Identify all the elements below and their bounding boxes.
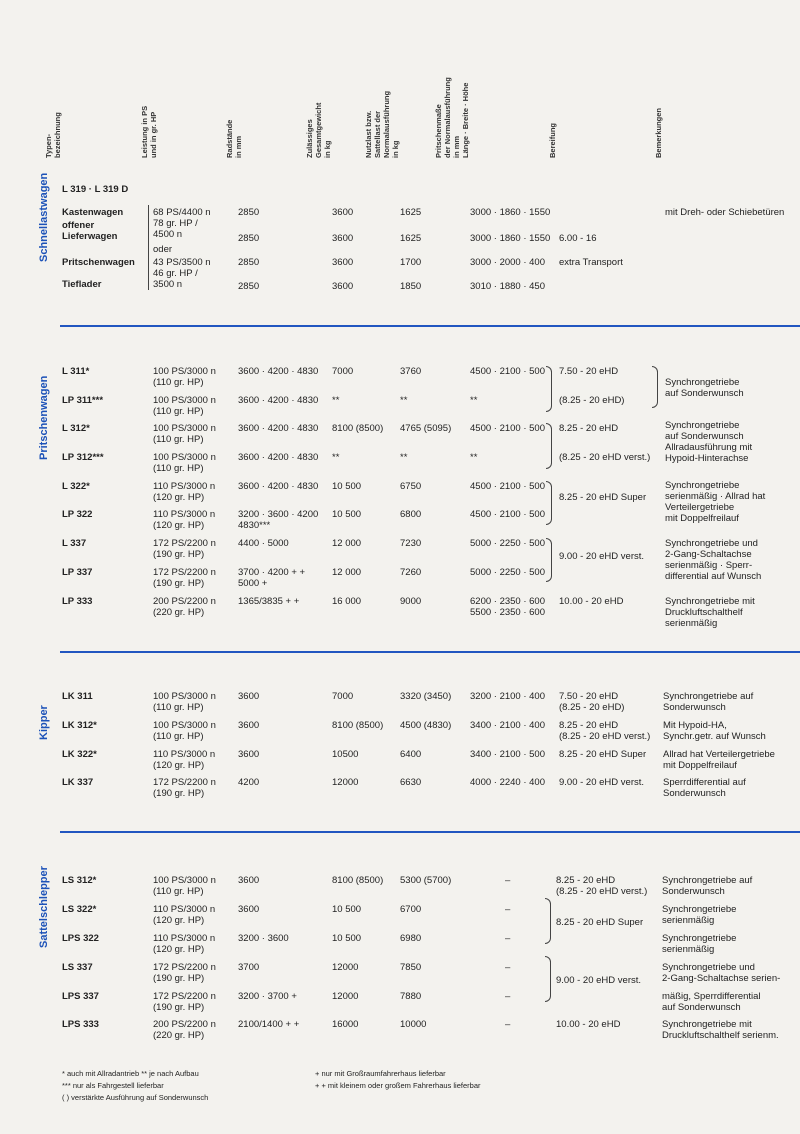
section-divider	[60, 651, 800, 653]
remark-text: 2-Gang-Schaltachse serien-	[662, 973, 781, 984]
wheelbase-value: 4400 · 5000	[238, 538, 289, 549]
wheelbase-value: 4200	[238, 777, 260, 788]
remark-text: Synchr.getr. auf Wunsch	[663, 731, 766, 742]
remark-text: Allradausführung mit	[665, 442, 753, 453]
power-value: 46 gr. HP /	[153, 268, 198, 279]
brace	[652, 366, 658, 408]
remark-text: Sonderwunsch	[663, 702, 726, 713]
gross-weight-value: 8100 (8500)	[332, 720, 384, 731]
gross-weight-value: 3600	[332, 257, 354, 268]
header-wheelbase: Radstände in mm	[225, 119, 243, 158]
type-name: Kastenwagen	[62, 207, 124, 218]
gross-weight-value: 10 500	[332, 904, 362, 915]
power-value: (120 gr. HP)	[153, 944, 205, 955]
type-name: LP 312***	[62, 452, 104, 463]
payload-value: 6700	[400, 904, 422, 915]
remark-text: Hypoid-Hinterachse	[665, 453, 749, 464]
power-value: (220 gr. HP)	[153, 1030, 205, 1041]
dimensions-value: –	[505, 904, 511, 915]
type-name: LPS 337	[62, 991, 99, 1002]
tire-value: (8.25 - 20 eHD verst.)	[559, 731, 651, 742]
remark-text: Verteilergetriebe	[665, 502, 735, 513]
wheelbase-value: 4830***	[238, 520, 271, 531]
power-value: oder	[153, 244, 173, 255]
dimensions-value: 5000 · 2250 · 500	[470, 538, 546, 549]
footnote: + nur mit Großraumfahrerhaus lieferbar	[315, 1069, 446, 1078]
payload-value: 7850	[400, 962, 422, 973]
tire-value: 9.00 - 20 eHD verst.	[559, 551, 645, 562]
header-gross-weight: Zulässiges Gesamtgewicht in kg	[305, 102, 332, 158]
power-value: 78 gr. HP /	[153, 218, 198, 229]
brace	[545, 898, 551, 944]
wheelbase-value: 1365/3835 + +	[238, 596, 300, 607]
wheelbase-value: 2850	[238, 281, 260, 292]
remark-text: Synchrongetriebe mit	[665, 596, 755, 607]
power-value: 172 PS/2200 n	[153, 567, 216, 578]
gross-weight-value: 12000	[332, 962, 359, 973]
type-name: LK 311	[62, 691, 93, 702]
wheelbase-value: 3600 · 4200 · 4830	[238, 452, 319, 463]
gross-weight-value: 7000	[332, 366, 354, 377]
tire-value: 7.50 - 20 eHD	[559, 691, 619, 702]
tire-value: 10.00 - 20 eHD	[556, 1019, 621, 1030]
header-tires: Bereifung	[548, 122, 557, 158]
remark-text: Synchrongetriebe und	[665, 538, 758, 549]
power-value: 110 PS/3000 n	[153, 509, 216, 520]
power-value: 100 PS/3000 n	[153, 720, 216, 731]
type-name: LK 322*	[62, 749, 97, 760]
gross-weight-value: 12 000	[332, 538, 362, 549]
gross-weight-value: 16000	[332, 1019, 359, 1030]
section-divider	[60, 831, 800, 833]
payload-value: 1625	[400, 233, 422, 244]
wheelbase-value: 2850	[238, 257, 260, 268]
payload-value: 5300 (5700)	[400, 875, 452, 886]
power-value: 100 PS/3000 n	[153, 452, 216, 463]
dimensions-value: –	[505, 1019, 511, 1030]
type-name: LK 312*	[62, 720, 97, 731]
power-value: 4500 n	[153, 229, 183, 240]
power-value: 100 PS/3000 n	[153, 395, 216, 406]
power-value: (110 gr. HP)	[153, 406, 204, 417]
power-value: (120 gr. HP)	[153, 915, 205, 926]
dimensions-value: 3200 · 2100 · 400	[470, 691, 546, 702]
dimensions-value: **	[470, 452, 478, 463]
dimensions-value: –	[505, 991, 511, 1002]
footnote: * auch mit Allradantrieb ** je nach Aufbau	[62, 1069, 199, 1078]
dimensions-value: 5500 · 2350 · 600	[470, 607, 546, 618]
wheelbase-value: 2100/1400 + +	[238, 1019, 300, 1030]
remark-text: serienmäßig · Sperr-	[665, 560, 753, 571]
tire-value: 9.00 - 20 eHD verst.	[556, 975, 642, 986]
power-value: (110 gr. HP)	[153, 702, 204, 713]
power-value: 200 PS/2200 n	[153, 1019, 216, 1030]
gross-weight-value: 3600	[332, 281, 354, 292]
remark-text: auf Sonderwunsch	[665, 388, 744, 399]
remark-text: 2-Gang-Schaltachse	[665, 549, 752, 560]
dimensions-value: 3000 · 1860 · 1550	[470, 233, 551, 244]
tire-value: 8.25 - 20 eHD	[559, 423, 619, 434]
power-value: (110 gr. HP)	[153, 731, 204, 742]
wheelbase-value: 2850	[238, 207, 260, 218]
dimensions-value: 3010 · 1880 · 450	[470, 281, 546, 292]
remark-text: auf Sonderwunsch	[662, 1002, 741, 1013]
wheelbase-value: 3700 · 4200 + +	[238, 567, 306, 578]
type-name: Lieferwagen	[62, 231, 118, 242]
remark-text: mit Doppelfreilauf	[663, 760, 737, 771]
wheelbase-value: 3200 · 3700 +	[238, 991, 297, 1002]
payload-value: 1850	[400, 281, 422, 292]
gross-weight-value: 10 500	[332, 509, 362, 520]
tire-value: 8.25 - 20 eHD Super	[556, 917, 644, 928]
dimensions-value: 4000 · 2240 · 400	[470, 777, 546, 788]
gross-weight-value: 3600	[332, 207, 354, 218]
section-label-pritschenwagen: Pritschenwagen	[38, 375, 50, 460]
gross-weight-value: 3600	[332, 233, 354, 244]
remark-text: Synchrongetriebe auf	[663, 691, 754, 702]
footnote: + + mit kleinem oder großem Fahrerhaus lieferbar	[315, 1081, 481, 1090]
power-value: 110 PS/3000 n	[153, 933, 216, 944]
payload-value: 10000	[400, 1019, 427, 1030]
power-value: (120 gr. HP)	[153, 760, 205, 771]
header-payload: Nutzlast bzw. Sattellast der Normalausführung in kg	[364, 90, 400, 158]
power-value: (190 gr. HP)	[153, 578, 205, 589]
type-name: LS 337	[62, 962, 93, 973]
wheelbase-value: 3700	[238, 962, 260, 973]
dimensions-value: 4500 · 2100 · 500	[470, 481, 546, 492]
remark-text: serienmäßig · Allrad hat	[665, 491, 766, 502]
type-name: L 312*	[62, 423, 90, 434]
brace	[545, 956, 551, 1002]
remark-text: Druckluftschalthelf serienm.	[662, 1030, 779, 1041]
section-label-sattelschlepper: Sattelschlepper	[38, 866, 50, 948]
brace	[546, 423, 552, 469]
gross-weight-value: 10 500	[332, 481, 362, 492]
wheelbase-value: 3600	[238, 749, 260, 760]
power-value: 100 PS/3000 n	[153, 366, 216, 377]
gross-weight-value: 7000	[332, 691, 354, 702]
type-name: L 337	[62, 538, 87, 549]
remark-text: serienmäßig	[662, 915, 715, 926]
type-name: Tieflader	[62, 279, 102, 290]
power-value: 172 PS/2200 n	[153, 991, 216, 1002]
header-remarks: Bemerkungen	[654, 107, 663, 158]
wheelbase-value: 3600	[238, 720, 260, 731]
type-name: offener	[62, 220, 95, 231]
tire-value: 8.25 - 20 eHD Super	[559, 749, 647, 760]
remark-text: Synchrongetriebe	[662, 933, 737, 944]
power-value: 172 PS/2200 n	[153, 538, 216, 549]
remark-text: Synchrongetriebe	[662, 904, 737, 915]
remark-text: differential auf Wunsch	[665, 571, 762, 582]
power-value: 3500 n	[153, 279, 183, 290]
section-divider	[60, 325, 800, 327]
power-value: 100 PS/3000 n	[153, 875, 216, 886]
section-label-kipper: Kipper	[38, 705, 50, 740]
payload-value: 6800	[400, 509, 422, 520]
brace	[546, 481, 552, 525]
wheelbase-value: 3600	[238, 875, 260, 886]
gross-weight-value: 12000	[332, 991, 359, 1002]
power-value: (120 gr. HP)	[153, 492, 205, 503]
gross-weight-value: 8100 (8500)	[332, 423, 384, 434]
type-name: L 322*	[62, 481, 90, 492]
power-value: (190 gr. HP)	[153, 549, 205, 560]
tire-value: 7.50 - 20 eHD	[559, 366, 619, 377]
footnote: *** nur als Fahrgestell lieferbar	[62, 1081, 164, 1090]
payload-value: 3760	[400, 366, 422, 377]
remark-text: Mit Hypoid-HA,	[663, 720, 727, 731]
wheelbase-value: 3600 · 4200 · 4830	[238, 366, 319, 377]
type-name: LP 333	[62, 596, 93, 607]
dimensions-value: –	[505, 875, 511, 886]
type-name: LK 337	[62, 777, 94, 788]
gross-weight-value: 10 500	[332, 933, 362, 944]
payload-value: 7260	[400, 567, 422, 578]
dimensions-value: 3400 · 2100 · 400	[470, 720, 546, 731]
wheelbase-value: 3200 · 3600 · 4200	[238, 509, 319, 520]
dimensions-value: –	[505, 962, 511, 973]
wheelbase-value: 3600 · 4200 · 4830	[238, 395, 319, 406]
dimensions-value: 4500 · 2100 · 500	[470, 366, 546, 377]
dimensions-value: –	[505, 933, 511, 944]
type-name: LP 337	[62, 567, 93, 578]
power-value: (190 gr. HP)	[153, 788, 205, 799]
remark-text: Allrad hat Verteilergetriebe	[663, 749, 775, 760]
remark-text: Sonderwunsch	[663, 788, 726, 799]
payload-value: 9000	[400, 596, 422, 607]
power-value: 172 PS/2200 n	[153, 962, 216, 973]
tire-value: (8.25 - 20 eHD)	[559, 395, 625, 406]
dimensions-value: 4500 · 2100 · 500	[470, 509, 546, 520]
payload-value: 6630	[400, 777, 422, 788]
type-name: LP 311***	[62, 395, 104, 406]
remark-text: Druckluftschalthelf	[665, 607, 743, 618]
payload-value: 7230	[400, 538, 422, 549]
header-type: Typen- bezeichnung	[44, 112, 62, 158]
remark-text: Sperrdifferential auf	[663, 777, 746, 788]
wheelbase-value: 3200 · 3600	[238, 933, 289, 944]
payload-value: 6980	[400, 933, 422, 944]
header-power: Leistung in PS und in gr. HP	[140, 105, 158, 158]
tire-value: (8.25 - 20 eHD verst.)	[559, 452, 651, 463]
type-name: LPS 322	[62, 933, 99, 944]
tire-value: 10.00 - 20 eHD	[559, 596, 624, 607]
type-name: LS 312*	[62, 875, 97, 886]
dimensions-value: 6200 · 2350 · 600	[470, 596, 546, 607]
power-value: (190 gr. HP)	[153, 973, 205, 984]
wheelbase-value: 3600 · 4200 · 4830	[238, 481, 319, 492]
type-name: LPS 333	[62, 1019, 99, 1030]
power-value: (120 gr. HP)	[153, 520, 205, 531]
brace	[546, 366, 552, 412]
dimensions-value: 3000 · 2000 · 400	[470, 257, 546, 268]
payload-value: **	[400, 395, 408, 406]
brace-line	[148, 205, 149, 290]
payload-value: 7880	[400, 991, 422, 1002]
payload-value: 6750	[400, 481, 422, 492]
remark-text: auf Sonderwunsch	[665, 431, 744, 442]
remark-text: Synchrongetriebe	[665, 480, 740, 491]
dimensions-value: 5000 · 2250 · 500	[470, 567, 546, 578]
tire-value: extra Transport	[559, 257, 623, 268]
type-name: L 311*	[62, 366, 90, 377]
tire-value: 8.25 - 20 eHD	[559, 720, 619, 731]
power-value: 100 PS/3000 n	[153, 423, 216, 434]
gross-weight-value: **	[332, 395, 340, 406]
wheelbase-value: 3600 · 4200 · 4830	[238, 423, 319, 434]
payload-value: 1700	[400, 257, 422, 268]
remark-text: mit Dreh- oder Schiebetüren	[665, 207, 785, 218]
power-value: (110 gr. HP)	[153, 463, 204, 474]
power-value: (220 gr. HP)	[153, 607, 205, 618]
tire-value: 8.25 - 20 eHD Super	[559, 492, 647, 503]
power-value: (190 gr. HP)	[153, 1002, 205, 1013]
tire-value: 6.00 - 16	[559, 233, 597, 244]
wheelbase-value: 3600	[238, 691, 260, 702]
remark-text: Synchrongetriebe auf	[662, 875, 753, 886]
remark-text: Sonderwunsch	[662, 886, 725, 897]
dimensions-value: **	[470, 395, 478, 406]
type-name: LS 322*	[62, 904, 97, 915]
gross-weight-value: 16 000	[332, 596, 362, 607]
power-value: 110 PS/3000 n	[153, 481, 216, 492]
section-label-schnellastwagen: Schnellastwagen	[38, 172, 50, 262]
remark-text: Synchrongetriebe	[665, 420, 740, 431]
gross-weight-value: 12 000	[332, 567, 362, 578]
tire-value: 8.25 - 20 eHD	[556, 875, 616, 886]
remark-text: mäßig, Sperrdifferential	[662, 991, 761, 1002]
remark-text: Synchrongetriebe mit	[662, 1019, 752, 1030]
dimensions-value: 4500 · 2100 · 500	[470, 423, 546, 434]
remark-text: serienmäßig	[665, 618, 718, 629]
wheelbase-value: 3600	[238, 904, 260, 915]
gross-weight-value: 12000	[332, 777, 359, 788]
gross-weight-value: 8100 (8500)	[332, 875, 384, 886]
power-value: 68 PS/4400 n	[153, 207, 211, 218]
power-value: 200 PS/2200 n	[153, 596, 216, 607]
remark-text: serienmäßig	[662, 944, 715, 955]
type-name: Pritschenwagen	[62, 257, 135, 268]
payload-value: 6400	[400, 749, 422, 760]
payload-value: 3320 (3450)	[400, 691, 452, 702]
power-value: (110 gr. HP)	[153, 434, 204, 445]
remark-text: Synchrongetriebe	[665, 377, 740, 388]
payload-value: 4765 (5095)	[400, 423, 452, 434]
type-name: LP 322	[62, 509, 93, 520]
footnote: ( ) verstärkte Ausführung auf Sonderwunsch	[62, 1093, 209, 1102]
header-dimensions: Pritschenmaße der Normalausführung in mm Länge · Breite · Höhe	[434, 77, 470, 158]
model-title: L 319 · L 319 D	[62, 184, 129, 195]
remark-text: Synchrongetriebe und	[662, 962, 755, 973]
gross-weight-value: 10500	[332, 749, 359, 760]
dimensions-value: 3400 · 2100 · 500	[470, 749, 546, 760]
dimensions-value: 3000 · 1860 · 1550	[470, 207, 551, 218]
wheelbase-value: 5000 +	[238, 578, 268, 589]
payload-value: 4500 (4830)	[400, 720, 452, 731]
power-value: (110 gr. HP)	[153, 886, 204, 897]
tire-value: (8.25 - 20 eHD)	[559, 702, 625, 713]
power-value: 100 PS/3000 n	[153, 691, 216, 702]
gross-weight-value: **	[332, 452, 340, 463]
tire-value: (8.25 - 20 eHD verst.)	[556, 886, 648, 897]
payload-value: 1625	[400, 207, 422, 218]
power-value: 110 PS/3000 n	[153, 749, 216, 760]
power-value: 110 PS/3000 n	[153, 904, 216, 915]
brace	[546, 538, 552, 582]
power-value: 43 PS/3500 n	[153, 257, 211, 268]
remark-text: mit Doppelfreilauf	[665, 513, 739, 524]
payload-value: **	[400, 452, 408, 463]
wheelbase-value: 2850	[238, 233, 260, 244]
tire-value: 9.00 - 20 eHD verst.	[559, 777, 645, 788]
power-value: (110 gr. HP)	[153, 377, 204, 388]
power-value: 172 PS/2200 n	[153, 777, 216, 788]
